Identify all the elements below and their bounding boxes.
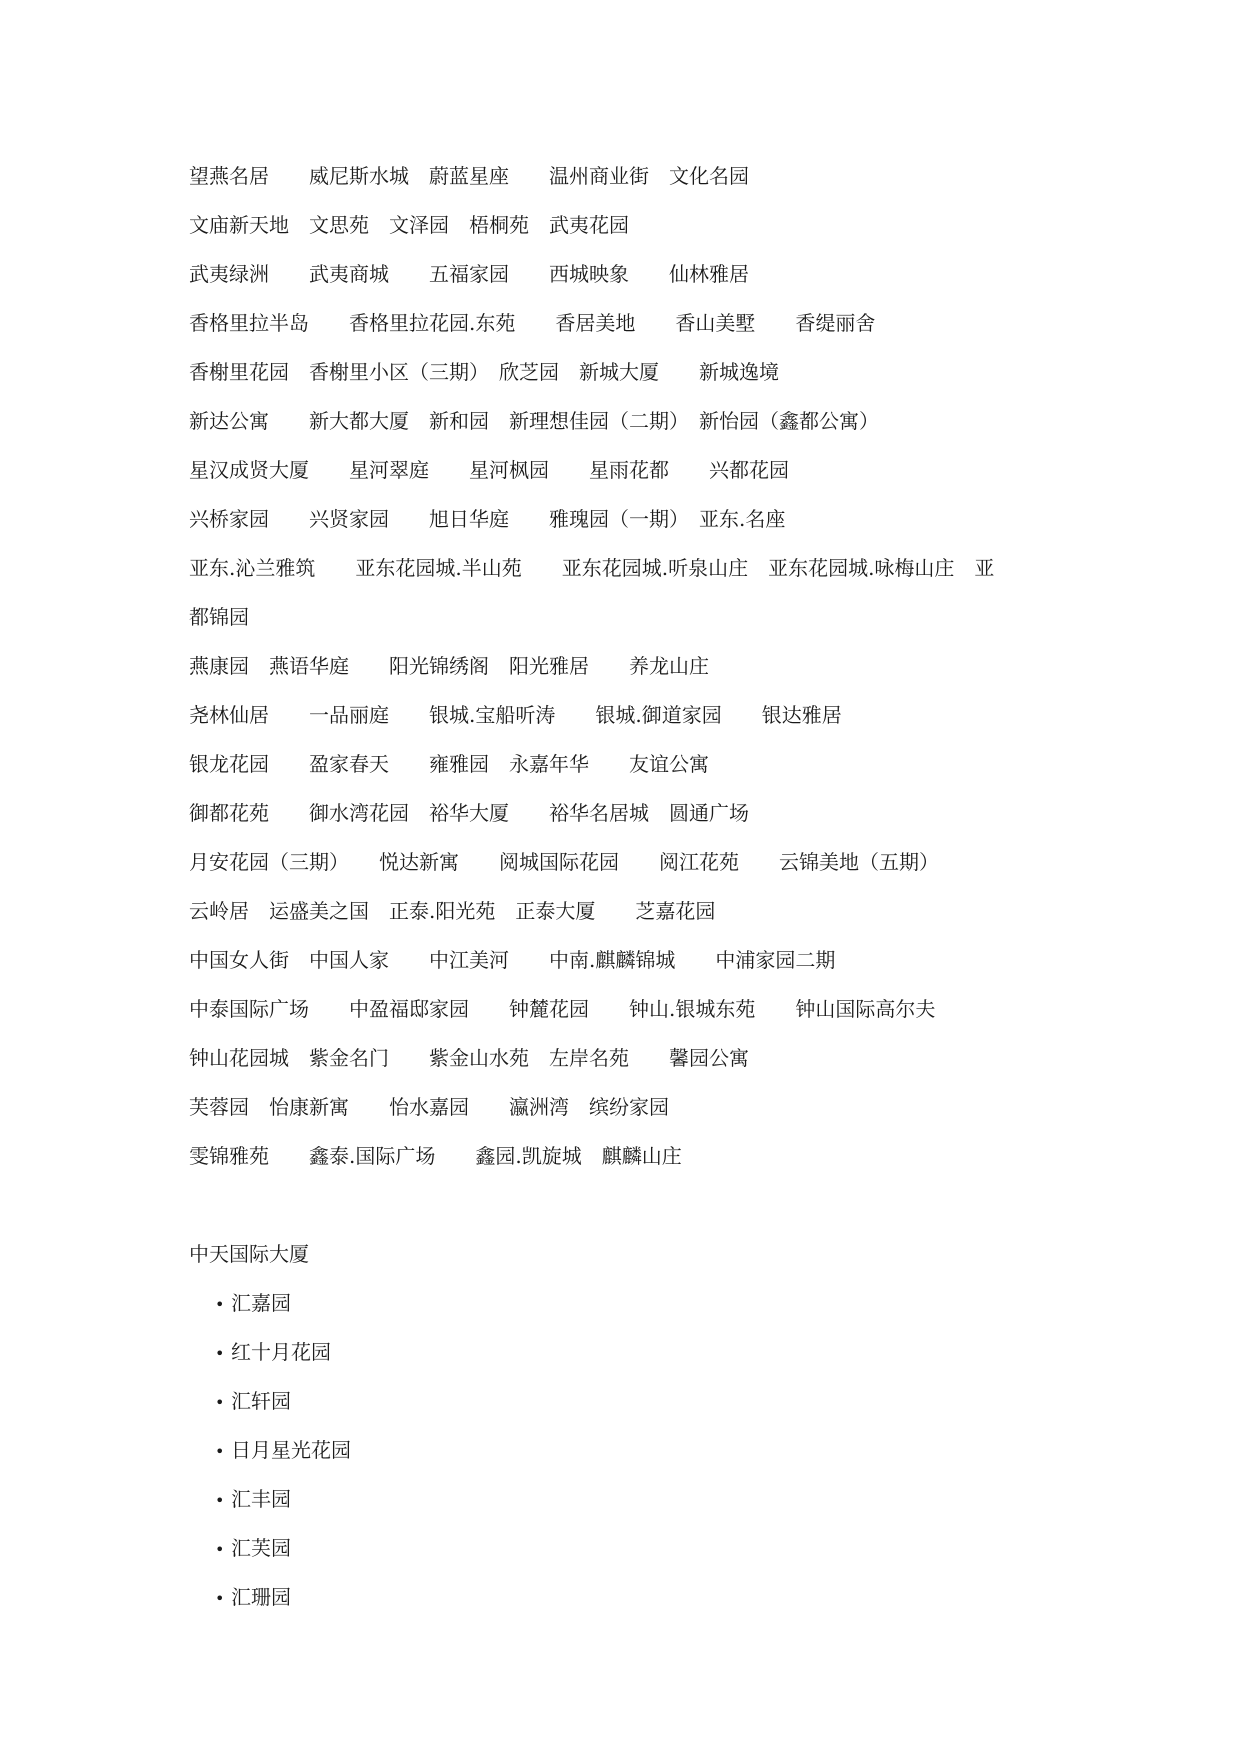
list-line: 香格里拉半岛 香格里拉花园.东苑 香居美地 香山美墅 香缇丽舍 bbox=[189, 311, 876, 335]
list-line: 御都花苑 御水湾花园 裕华大厦 裕华名居城 圆通广场 bbox=[189, 801, 749, 825]
bullet-icon: • bbox=[215, 1442, 225, 1461]
list-line: 都锦园 bbox=[189, 605, 249, 629]
estate-list bbox=[189, 152, 1069, 1181]
bullet-icon: • bbox=[215, 1540, 225, 1559]
list-line: 香榭里花园 香榭里小区（三期） 欣芝园 新城大厦 新城逸境 bbox=[189, 360, 779, 384]
list-line: 亚东.沁兰雅筑 亚东花园城.半山苑 亚东花园城.听泉山庄 亚东花园城.咏梅山庄 亚 bbox=[189, 556, 995, 580]
list-item bbox=[189, 1475, 1069, 1524]
bullet-list bbox=[189, 1279, 1069, 1622]
list-line: 钟山花园城 紫金名门 紫金山水苑 左岸名苑 馨园公寓 bbox=[189, 1046, 749, 1070]
bullet-icon: • bbox=[215, 1295, 225, 1314]
list-line: 月安花园（三期） 悦达新寓 阅城国际花园 阅江花苑 云锦美地（五期） bbox=[189, 850, 939, 874]
list-line: 新达公寓 新大都大厦 新和园 新理想佳园（二期） 新怡园（鑫都公寓） bbox=[189, 409, 879, 433]
list-line: 芙蓉园 怡康新寓 怡水嘉园 瀛洲湾 缤纷家园 bbox=[189, 1095, 669, 1119]
list-item-label: 汇丰园 bbox=[231, 1487, 291, 1511]
section bbox=[189, 1230, 1069, 1622]
list-line: 武夷绿洲 武夷商城 五福家园 西城映象 仙林雅居 bbox=[189, 262, 749, 286]
section-gap bbox=[189, 1181, 1069, 1230]
list-line: 兴桥家园 兴贤家园 旭日华庭 雅瑰园（一期） 亚东.名座 bbox=[189, 507, 786, 531]
list-line: 燕康园 燕语华庭 阳光锦绣阁 阳光雅居 养龙山庄 bbox=[189, 654, 709, 678]
list-item-label: 日月星光花园 bbox=[231, 1438, 351, 1462]
list-item-label: 汇轩园 bbox=[231, 1389, 291, 1413]
list-line: 文庙新天地 文思苑 文泽园 梧桐苑 武夷花园 bbox=[189, 213, 629, 237]
list-line: 中泰国际广场 中盈福邸家园 钟麓花园 钟山.银城东苑 钟山国际高尔夫 bbox=[189, 997, 936, 1021]
list-line: 望燕名居 威尼斯水城 蔚蓝星座 温州商业街 文化名园 bbox=[189, 164, 749, 188]
bullet-icon: • bbox=[215, 1393, 225, 1412]
bullet-icon: • bbox=[215, 1491, 225, 1510]
list-line: 雯锦雅苑 鑫泰.国际广场 鑫园.凯旋城 麒麟山庄 bbox=[189, 1144, 682, 1168]
list-item bbox=[189, 1377, 1069, 1426]
list-item bbox=[189, 1426, 1069, 1475]
list-item-label: 红十月花园 bbox=[231, 1340, 331, 1364]
list-line: 星汉成贤大厦 星河翠庭 星河枫园 星雨花都 兴都花园 bbox=[189, 458, 789, 482]
list-item bbox=[189, 1573, 1069, 1622]
list-line: 中国女人街 中国人家 中江美河 中南.麒麟锦城 中浦家园二期 bbox=[189, 948, 836, 972]
list-item-label: 汇芙园 bbox=[231, 1536, 291, 1560]
list-item bbox=[189, 1524, 1069, 1573]
list-item bbox=[189, 1328, 1069, 1377]
document-page bbox=[189, 152, 1069, 1622]
list-line: 尧林仙居 一品丽庭 银城.宝船听涛 银城.御道家园 银达雅居 bbox=[189, 703, 842, 727]
list-line: 云岭居 运盛美之国 正泰.阳光苑 正泰大厦 芝嘉花园 bbox=[189, 899, 716, 923]
list-item-label: 汇嘉园 bbox=[231, 1291, 291, 1315]
bullet-icon: • bbox=[215, 1344, 225, 1363]
section-heading: 中天国际大厦 bbox=[189, 1242, 309, 1266]
list-item-label: 汇珊园 bbox=[231, 1585, 291, 1609]
list-line: 银龙花园 盈家春天 雍雅园 永嘉年华 友谊公寓 bbox=[189, 752, 709, 776]
list-item bbox=[189, 1279, 1069, 1328]
bullet-icon: • bbox=[215, 1589, 225, 1608]
